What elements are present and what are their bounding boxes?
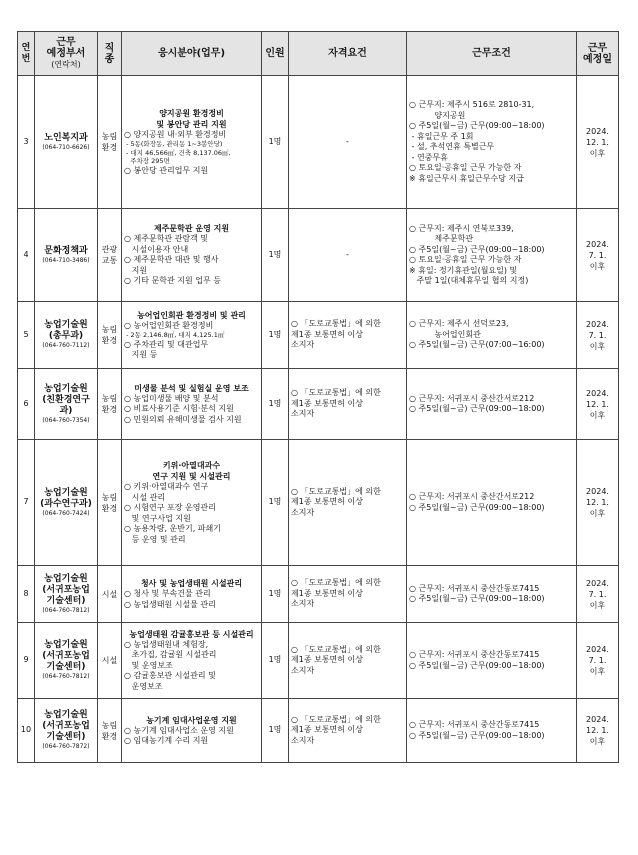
qualification-cell (289, 699, 407, 763)
field-title: 제주문학관 운영 지원 (153, 224, 230, 234)
start-date: 2024. 12. 1. 이후 (577, 369, 619, 440)
field-line: 시설 관리 (124, 492, 166, 502)
dept-phone: (064-710-3486) (42, 256, 90, 264)
condition-line: ○ 근무지: 서귀포시 중산간서로212 (409, 492, 535, 501)
field-line: 운영보조 (124, 681, 163, 691)
field-line: 초가집, 감귤원 시설관리 (124, 650, 217, 660)
condition-cell (407, 566, 577, 623)
row-number: 5 (18, 302, 35, 369)
qualification-line: 소지자 (291, 665, 315, 675)
field-title: 농업생태원 감귤홍보관 등 시설관리 (129, 629, 254, 639)
recruitment-table-container (17, 31, 618, 763)
qualification-line: ○ 「도로교통법」에 의한 (291, 714, 381, 724)
condition-line: ○ 주5일(월~금) 근무(09:00~18:00) (409, 404, 545, 413)
row-number: 6 (18, 369, 35, 440)
dept-phone: (064-760-7872) (42, 743, 90, 750)
row-number: 9 (18, 623, 35, 699)
field-line: ○ 봉안당 관리업무 지원 (124, 165, 209, 175)
condition-line: ○ 주5일(월~금) 근무(09:00~18:00) (409, 121, 545, 130)
condition-line: ○ 근무지: 서귀포시 중산간동로7415 (409, 720, 540, 729)
field-line: 시설이용자 안내 (124, 244, 189, 254)
dept-phone: (064-760-7112) (42, 342, 90, 349)
qualification-line: 소지자 (291, 507, 315, 517)
headcount: 1명 (262, 566, 289, 623)
condition-cell (407, 369, 577, 440)
header-qual: 자격요건 (289, 32, 407, 76)
table-row (18, 369, 619, 440)
qualification-line: 소지자 (291, 409, 315, 419)
dept-cell (35, 699, 98, 763)
field-cell (122, 440, 262, 566)
qualification-cell (289, 369, 407, 440)
table-row (18, 623, 619, 699)
headcount: 1명 (262, 209, 289, 302)
condition-line: ※ 휴일: 정기휴관일(월요일) 및 (409, 265, 518, 275)
dept-cell (35, 440, 98, 566)
condition-line: 농어업인회관 (409, 329, 481, 339)
field-line: ○ 기타 문학관 지원 업무 등 (124, 276, 221, 286)
qualification-line: ○ 「도로교통법」에 의한 (291, 319, 381, 329)
job-type: 시설 (98, 623, 122, 699)
field-cell (122, 369, 262, 440)
header-type: 직종 (98, 32, 122, 76)
qualification-line: ○ 「도로교통법」에 의한 (291, 388, 381, 398)
condition-line: ※ 휴일근무시 휴일근무수당 지급 (409, 173, 524, 183)
start-date: 2024. 12. 1. 이후 (577, 440, 619, 566)
field-line: 및 운영보조 (124, 660, 173, 670)
dept-cell (35, 566, 98, 623)
condition-line: - 설, 추석연휴 특별근무 (409, 142, 495, 151)
field-title: 청사 및 농업생태원 시설관리 (140, 579, 243, 588)
row-number: 7 (18, 440, 35, 566)
condition-line: ○ 근무지: 서귀포시 중산간서로212 (409, 393, 535, 403)
field-line: ○ 임대농기계 수리 지원 (124, 736, 209, 745)
condition-line: ○ 근무지: 제주시 선덕로23, (409, 319, 509, 329)
qualification-cell (289, 302, 407, 369)
qualification-line: 제1종 보통면허 이상 (291, 588, 363, 598)
condition-line: - 휴일근무 주 1회 (409, 131, 474, 141)
field-title: 키위·아열대과수 연구 지원 및 시설관리 (152, 461, 231, 481)
row-number: 10 (18, 699, 35, 763)
header-count: 인원 (262, 32, 289, 76)
condition-cell (407, 699, 577, 763)
dept-cell (35, 623, 98, 699)
condition-line: ○ 주5일(월~금) 근무(09:00~18:00) (409, 594, 545, 603)
field-title: 농기계 임대사업운영 지원 (146, 715, 237, 725)
row-number: 8 (18, 566, 35, 623)
field-line: 등 운영 및 관리 (124, 534, 186, 544)
dept-cell (35, 369, 98, 440)
dept-cell (35, 76, 98, 209)
dept-cell (35, 209, 98, 302)
qualification-line: ○ 「도로교통법」에 의한 (291, 486, 381, 496)
qualification-line: 소지자 (291, 599, 315, 609)
field-line: ○ 비료사용기준 시험·분석 지원 (124, 404, 234, 414)
headcount: 1명 (262, 369, 289, 440)
headcount: 1명 (262, 699, 289, 763)
header-date: 근무 예정일 (577, 32, 619, 76)
qualification-line: 소지자 (291, 340, 315, 350)
headcount: 1명 (262, 440, 289, 566)
field-line: ○ 농업생태원내 체험장, (124, 639, 209, 649)
table-row (18, 302, 619, 369)
dept-name: 농업기술원 (친환경연구과) (42, 383, 90, 416)
dept-cell (35, 302, 98, 369)
qualification-cell (289, 440, 407, 566)
job-type: 시설 (98, 566, 122, 623)
field-line: ○ 민원의뢰 유해미생물 검사 지원 (124, 414, 242, 424)
dept-name: 문화정책과 (44, 245, 88, 256)
table-body (18, 76, 619, 763)
header-row (18, 32, 619, 76)
qualification-line: ○ 「도로교통법」에 의한 (291, 578, 381, 588)
qualification-line: 제1종 보통면허 이상 (291, 655, 363, 665)
dept-name: 농업기술원 (과수연구과) (40, 487, 92, 509)
header-cond: 근무조건 (407, 32, 577, 76)
condition-line: ○ 근무지: 서귀포시 중산간동로7415 (409, 583, 540, 593)
table-row (18, 699, 619, 763)
field-line: 주차장 295면 (124, 157, 170, 166)
condition-line: 양지공원 (409, 110, 466, 120)
dept-phone: (064-760-7354) (42, 416, 90, 424)
qualification-cell (289, 76, 407, 209)
start-date: 2024. 7. 1. 이후 (577, 209, 619, 302)
row-number: 4 (18, 209, 35, 302)
field-line: ○ 농어업인회관 환경정비 (124, 320, 214, 330)
condition-cell (407, 209, 577, 302)
job-type: 관광 교통 (98, 209, 122, 302)
header-dept-sub: (연락처) (51, 60, 81, 69)
field-line: ○ 청사 및 부속건물 관리 (124, 589, 211, 598)
qualification-line: 제1종 보통면허 이상 (291, 398, 363, 408)
job-type: 농림 환경 (98, 302, 122, 369)
condition-line: ○ 근무지: 제주시 연북로339, (409, 223, 514, 233)
qualification-cell (289, 623, 407, 699)
qualification-line: - (346, 249, 349, 259)
qualification-line: 소지자 (291, 735, 315, 745)
field-cell (122, 699, 262, 763)
header-field: 응시분야(업무) (122, 32, 262, 76)
dept-name: 농업기술원 (총무과) (44, 320, 88, 341)
field-cell (122, 76, 262, 209)
field-cell (122, 209, 262, 302)
condition-line: ○ 근무지: 제주시 516로 2810-31, (409, 100, 535, 109)
header-dept (35, 32, 98, 76)
condition-cell (407, 302, 577, 369)
field-line: ○ 농기계 임대사업소 운영 지원 (124, 725, 234, 735)
dept-phone: (064-760-7812) (42, 673, 90, 680)
field-line: - 5동(화장동, 관리동 1~3봉안당) (124, 140, 223, 149)
qualification-cell (289, 209, 407, 302)
field-line: ○ 키위·아열대과수 연구 (124, 482, 209, 491)
condition-line: 주말 1일(대체휴무일 협의 지정) (409, 276, 529, 285)
header-no: 연번 (18, 32, 35, 76)
condition-line: ○ 주5일(월~금) 근무(09:00~18:00) (409, 660, 545, 670)
condition-cell (407, 76, 577, 209)
qualification-cell (289, 566, 407, 623)
field-line: ○ 제주문학관 대관 및 행사 (124, 255, 219, 265)
field-title: 미생물 분석 및 실험실 운영 보조 (134, 383, 249, 393)
condition-line: 제주문학관 (409, 234, 474, 243)
table-row (18, 209, 619, 302)
field-cell (122, 302, 262, 369)
start-date: 2024. 7. 1. 이후 (577, 623, 619, 699)
dept-name: 노인복지과 (44, 132, 88, 143)
header-dept-label: 근무 예정부서 (46, 37, 86, 59)
dept-phone: (064-760-7424) (42, 509, 90, 517)
dept-name: 농업기술원 (서귀포농업 기술센터) (42, 573, 90, 606)
dept-name: 농업기술원 (서귀포농업 기술센터) (42, 710, 90, 742)
condition-line: ○ 주5일(월~금) 근무(09:00~18:00) (409, 502, 545, 512)
field-cell (122, 566, 262, 623)
condition-cell (407, 440, 577, 566)
field-line: ○ 농업미생물 배양 및 분석 (124, 393, 219, 403)
field-line: ○ 감귤홍보관 시설관리 및 (124, 671, 216, 681)
qualification-line: 제1종 보통면허 이상 (291, 725, 363, 735)
dept-name: 농업기술원 (서귀포농업 기술센터) (42, 640, 90, 672)
condition-line: ○ 주5일(월~금) 근무(09:00~18:00) (409, 730, 545, 740)
job-type: 농림 환경 (98, 76, 122, 209)
field-line: ○ 주차관리 및 대관업무 (124, 339, 209, 349)
job-type: 농림 환경 (98, 369, 122, 440)
table-row (18, 566, 619, 623)
headcount: 1명 (262, 623, 289, 699)
recruitment-table (17, 31, 619, 763)
condition-line: ○ 토요일·공휴일 근무 가능한 자 (409, 255, 522, 264)
qualification-line: 제1종 보통면허 이상 (291, 329, 363, 339)
table-row (18, 76, 619, 209)
field-line: 및 연구사업 지원 (124, 513, 191, 523)
job-type: 농림 환경 (98, 699, 122, 763)
job-type: 농림 환경 (98, 440, 122, 566)
qualification-line: ○ 「도로교통법」에 의한 (291, 644, 381, 654)
field-title: 양지공원 환경정비 및 봉안당 관리 지원 (156, 108, 227, 129)
field-title: 농어업인회관 환경정비 및 관리 (137, 310, 246, 320)
dept-phone: (064-760-7812) (42, 606, 90, 614)
start-date: 2024. 12. 1. 이후 (577, 699, 619, 763)
qualification-line: 제1종 보통면허 이상 (291, 497, 363, 507)
field-line: ○ 시험연구 포장 운영관리 (124, 503, 216, 512)
field-line: - 대지 46,566㎡, 건축 8,137.06㎡, (124, 148, 231, 157)
field-line: 지원 (124, 265, 148, 275)
condition-line: - 연중무휴 (409, 152, 448, 162)
field-line: ○ 농업생태원 시설물 관리 (124, 599, 216, 609)
field-line: ○ 양지공원 내·외부 환경정비 (124, 129, 227, 139)
start-date: 2024. 7. 1. 이후 (577, 302, 619, 369)
condition-line: ○ 근무지: 서귀포시 중산간동로7415 (409, 650, 540, 659)
dept-phone: (064-710-6626) (42, 143, 90, 151)
condition-line: ○ 주5일(월~금) 근무(07:00~16:00) (409, 340, 545, 350)
field-line: ○ 제주문학관 관람객 및 (124, 234, 209, 244)
row-number: 3 (18, 76, 35, 209)
condition-cell (407, 623, 577, 699)
condition-line: ○ 주5일(월~금) 근무(09:00~18:00) (409, 244, 545, 254)
field-cell (122, 623, 262, 699)
start-date: 2024. 12. 1. 이후 (577, 76, 619, 209)
table-row (18, 440, 619, 566)
headcount: 1명 (262, 302, 289, 369)
field-line: ○ 농용차량, 운반기, 파쇄기 (124, 524, 221, 533)
headcount: 1명 (262, 76, 289, 209)
field-line: 지원 등 (124, 350, 158, 359)
qualification-line: - (346, 136, 349, 146)
condition-line: ○ 토요일·공휴일 근무 가능한 자 (409, 163, 522, 172)
field-line: - 2동 2,146.8㎡, 대지 4,125.1㎡ (124, 331, 225, 339)
start-date: 2024. 7. 1. 이후 (577, 566, 619, 623)
